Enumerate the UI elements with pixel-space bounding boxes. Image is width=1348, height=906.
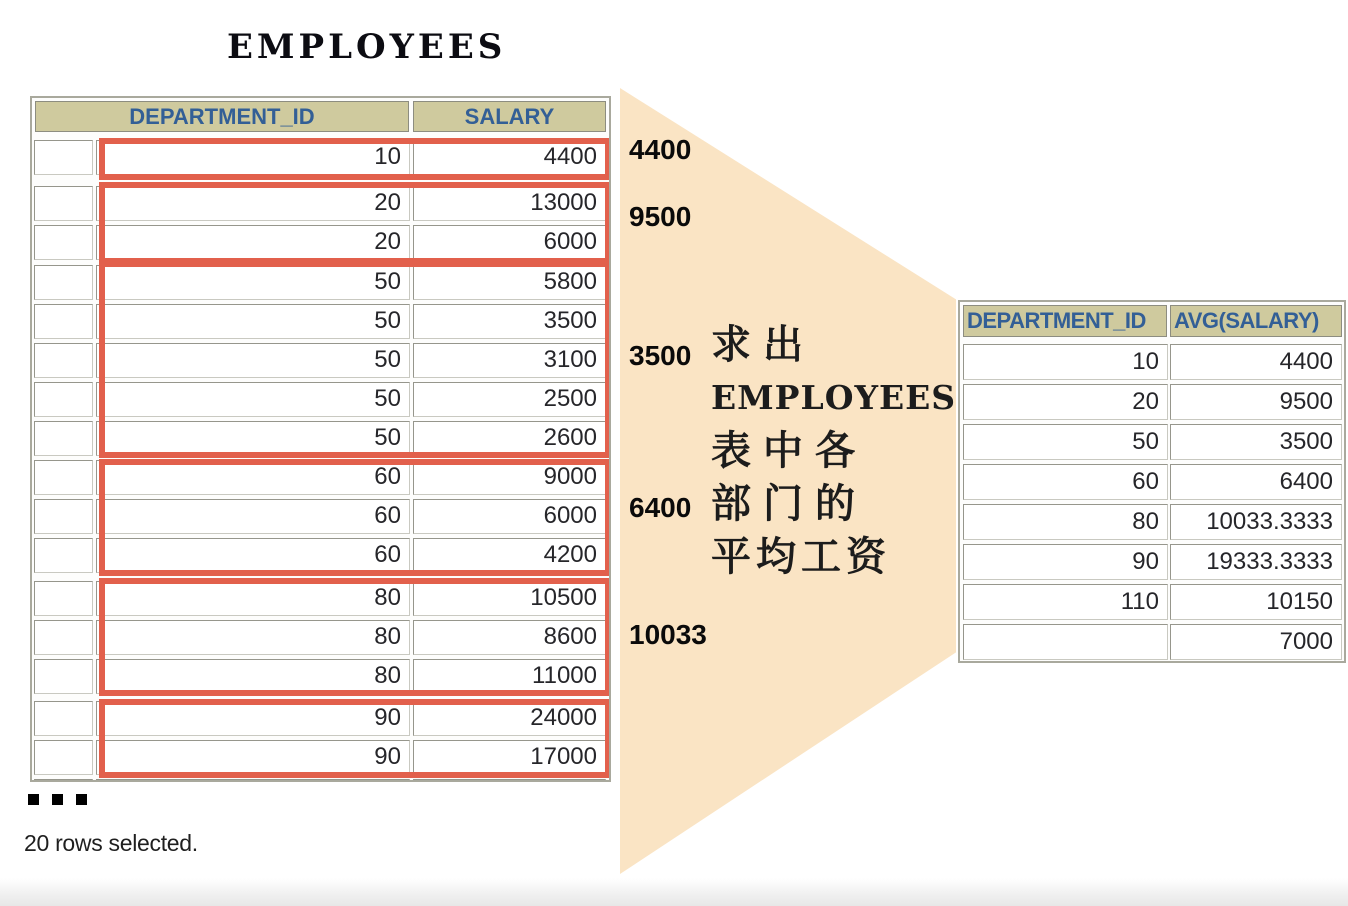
dept-cell: 10 [963, 344, 1168, 380]
annotation-text [711, 318, 971, 583]
row-selector-cell [34, 581, 93, 616]
salary-cell: 24000 [413, 701, 606, 736]
dept-cell: 50 [96, 265, 410, 300]
row-selector-cell [34, 304, 93, 339]
salary-cell: 2600 [413, 421, 606, 456]
salary-cell: 4200 [413, 538, 606, 573]
dept-cell: 10 [96, 140, 410, 175]
dept-cell: 50 [96, 304, 410, 339]
bottom-gradient-band [0, 878, 1348, 906]
avg-salary-cell: 3500 [1170, 424, 1342, 460]
group-box-dept-10 [99, 138, 611, 180]
dept-cell: 50 [96, 382, 410, 417]
row-selector-cell [34, 265, 93, 300]
ellipsis-icon [28, 794, 100, 806]
avg-label-dept-20: 9500 [629, 201, 692, 232]
table-row-partial [32, 779, 609, 782]
dept-cell: 50 [963, 424, 1168, 460]
dept-cell: 50 [96, 421, 410, 456]
avg-label-dept-50: 3500 [629, 340, 692, 371]
avg-label-dept-80: 10033 [629, 619, 707, 650]
dept-cell: 80 [96, 581, 410, 616]
salary-cell: 10500 [413, 581, 606, 616]
salary-cell: 6000 [413, 499, 606, 534]
salary-cell: 4400 [413, 140, 606, 175]
annotation-line: 求出 [711, 321, 815, 368]
row-selector-cell [34, 421, 93, 456]
salary-cell: 11000 [413, 659, 606, 694]
group-box-dept-20 [99, 182, 611, 264]
group-box-dept-60 [99, 459, 611, 576]
ellipsis-dot [52, 794, 63, 805]
table-row [960, 344, 1344, 380]
row-selector-cell [34, 701, 93, 736]
row-selector-cell [34, 343, 93, 378]
dept-cell: 60 [96, 460, 410, 495]
dept-cell: 20 [963, 384, 1168, 420]
annotation-line: 部门的 [711, 480, 867, 527]
employees-table [30, 96, 611, 782]
row-selector-cell [34, 538, 93, 573]
salary-cell: 8600 [413, 620, 606, 655]
row-selector-cell [34, 186, 93, 221]
dept-cell: 90 [963, 544, 1168, 580]
dept-cell: 60 [96, 538, 410, 573]
salary-cell: 13000 [413, 186, 606, 221]
dept-cell: 20 [96, 186, 410, 221]
ellipsis-dot [76, 794, 87, 805]
column-header-department-id: DEPARTMENT_ID [35, 101, 409, 132]
table-row [960, 464, 1344, 500]
group-box-dept-90 [99, 699, 611, 778]
row-selector-cell [34, 140, 93, 175]
salary-cell: 17000 [413, 740, 606, 775]
avg-salary-cell: 9500 [1170, 384, 1342, 420]
salary-cell: 5800 [413, 265, 606, 300]
avg-salary-cell: 6400 [1170, 464, 1342, 500]
table-row [960, 584, 1344, 620]
row-selector-cell [34, 620, 93, 655]
dept-cell: 50 [96, 343, 410, 378]
salary-cell: 9000 [413, 460, 606, 495]
row-selector-cell [34, 499, 93, 534]
column-header-avg-salary: AVG(SALARY) [1170, 305, 1342, 337]
dept-cell: 20 [96, 225, 410, 260]
salary-cell: 3100 [413, 343, 606, 378]
avg-salary-cell: 4400 [1170, 344, 1342, 380]
avg-salary-cell: 10033.3333 [1170, 504, 1342, 540]
result-table [958, 300, 1346, 663]
rows-selected-note: 20 rows selected. [24, 830, 198, 856]
row-selector-cell [34, 779, 93, 782]
annotation-line: EMPLOYEES [711, 378, 957, 417]
dept-cell: 90 [96, 740, 410, 775]
table-row [960, 424, 1344, 460]
table-row [960, 384, 1344, 420]
group-box-dept-50 [99, 261, 611, 458]
dept-cell: 80 [96, 659, 410, 694]
ellipsis-dot [28, 794, 39, 805]
dept-cell: 80 [963, 504, 1168, 540]
dept-cell [96, 779, 410, 782]
employees-table-title: EMPLOYEES [227, 27, 507, 67]
table-row [960, 504, 1344, 540]
dept-cell [963, 624, 1168, 660]
salary-cell: 2500 [413, 382, 606, 417]
avg-salary-cell: 19333.3333 [1170, 544, 1342, 580]
avg-label-dept-10: 4400 [629, 134, 692, 165]
dept-cell: 80 [96, 620, 410, 655]
avg-label-dept-60: 6400 [629, 492, 692, 523]
avg-salary-cell: 10150 [1170, 584, 1342, 620]
annotation-line: 表中各 [711, 427, 867, 474]
row-selector-cell [34, 460, 93, 495]
group-box-dept-80 [99, 578, 611, 696]
table-row [960, 544, 1344, 580]
salary-cell: 6000 [413, 225, 606, 260]
annotation-line: 平均工资 [711, 533, 891, 580]
dept-cell: 60 [96, 499, 410, 534]
table-row [960, 624, 1344, 660]
column-header-department-id: DEPARTMENT_ID [963, 305, 1167, 337]
salary-cell [413, 779, 606, 782]
row-selector-cell [34, 740, 93, 775]
dept-cell: 60 [963, 464, 1168, 500]
row-selector-cell [34, 225, 93, 260]
avg-salary-cell: 7000 [1170, 624, 1342, 660]
salary-cell: 3500 [413, 304, 606, 339]
row-selector-cell [34, 382, 93, 417]
row-selector-cell [34, 659, 93, 694]
column-header-salary: SALARY [413, 101, 606, 132]
dept-cell: 110 [963, 584, 1168, 620]
dept-cell: 90 [96, 701, 410, 736]
